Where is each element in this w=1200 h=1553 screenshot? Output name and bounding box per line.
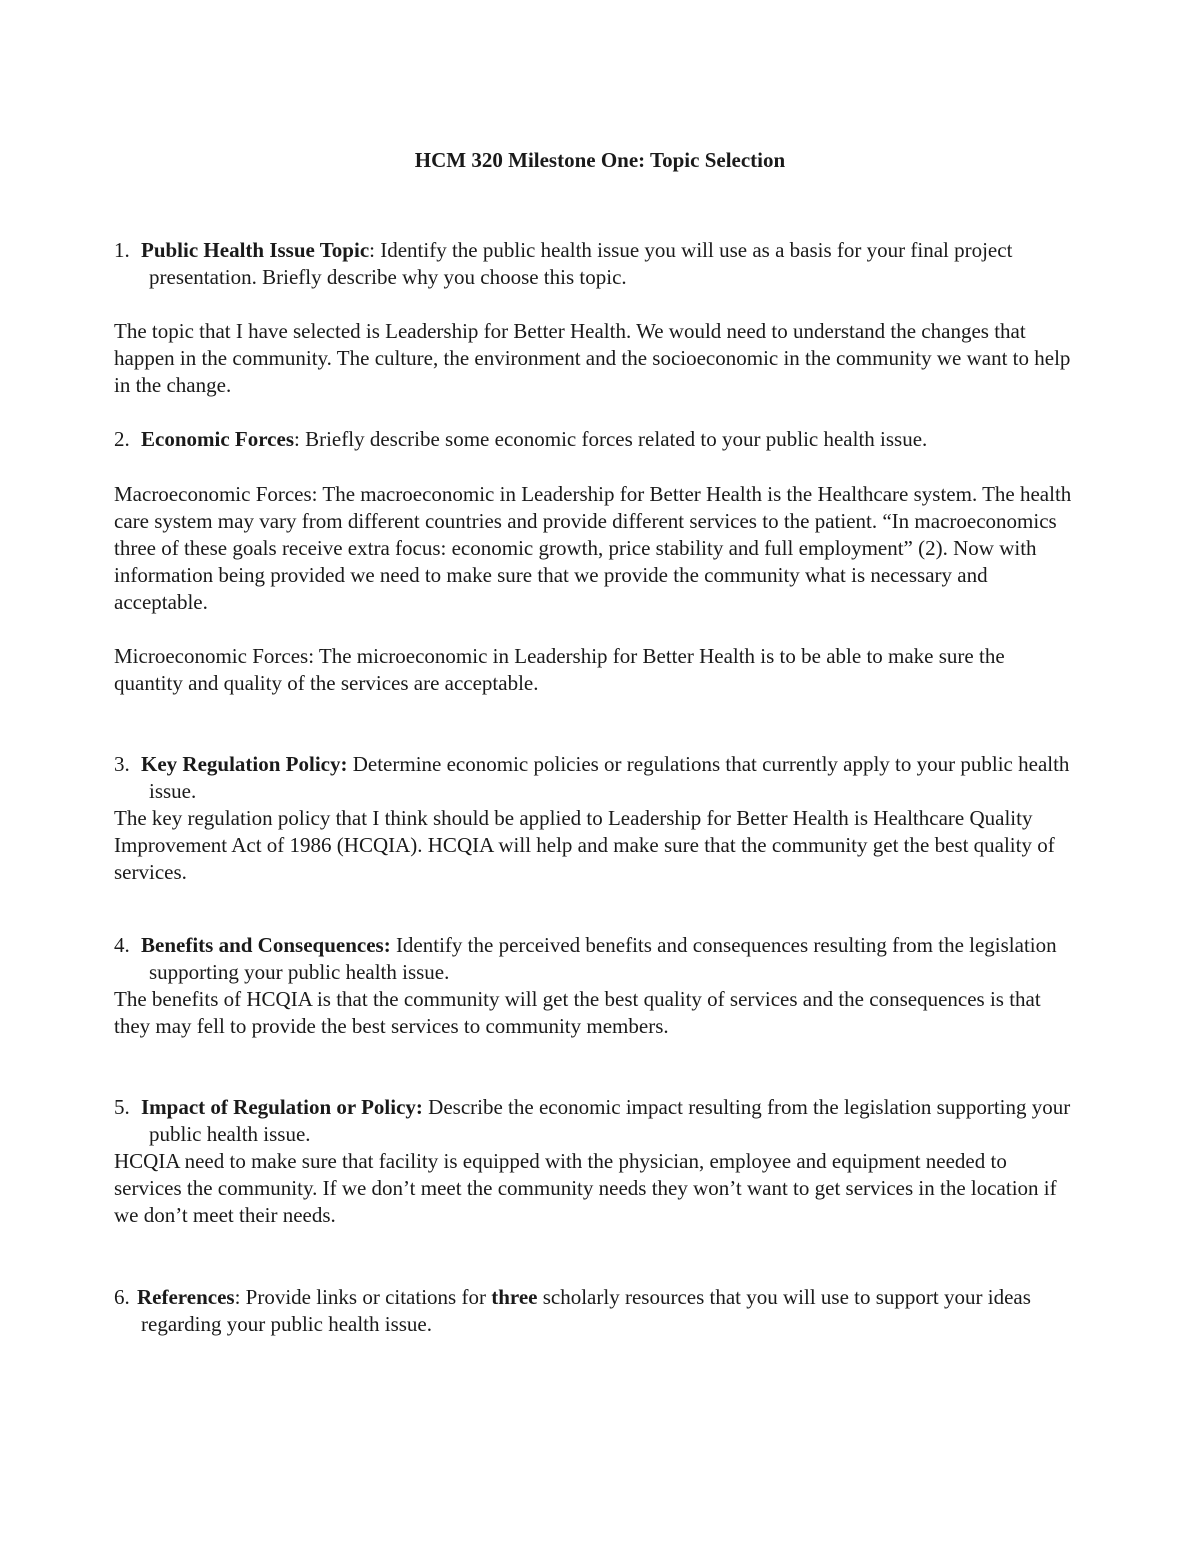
section-number: 6. — [114, 1285, 130, 1309]
section-2-answer-macro: Macroeconomic Forces: The macroeconomic in Leadership for Better Health is the Healthcare system. The health care system may vary from different countries and provide different services to the patient. “In macroeconomics three of these goals receive extra focus: economic growth, price stability and full employment” (2). Now with information being provided we need to make sure that we provide the community what is necessary and acceptable. — [114, 482, 1072, 614]
section-heading: Benefits and Consequences: — [141, 933, 391, 957]
section-prompt: Identify the perceived benefits and consequences resulting from the legislation supporting your public health issue. — [149, 933, 1057, 984]
section-3-answer: The key regulation policy that I think should be applied to Leadership for Better Health is Healthcare Quality Improvement Act of 1986 (HCQIA). HCQIA will help and make sure that the community get the best quality of services. — [114, 806, 1055, 884]
section-prompt: Identify the public health issue you will use as a basis for your final project presentation. Briefly describe why you choose this topic. — [149, 238, 1013, 289]
section-1-question — [114, 237, 1109, 291]
section-3-question — [114, 751, 1109, 805]
section-number: 5. — [114, 1095, 130, 1119]
section-prompt-emphasis: three — [491, 1285, 538, 1309]
section-number: 4. — [114, 933, 130, 957]
section-4-answer: The benefits of HCQIA is that the community will get the best quality of services and the consequences is that they may fell to provide the best services to community members. — [114, 987, 1041, 1038]
section-5-question — [114, 1094, 1109, 1148]
section-2-answer-micro: Microeconomic Forces: The microeconomic in Leadership for Better Health is to be able to make sure the quantity and quality of the services are acceptable. — [114, 644, 1005, 695]
section-prompt: Describe the economic impact resulting from the legislation supporting your public health issue. — [149, 1095, 1071, 1146]
section-heading: Economic Forces — [141, 427, 294, 451]
section-number: 3. — [114, 752, 130, 776]
section-heading-suffix: : — [234, 1285, 241, 1309]
section-heading-suffix: : — [369, 238, 375, 262]
section-number: 2. — [114, 427, 130, 451]
section-4-question — [114, 932, 1109, 986]
section-prompt: scholarly resources that you will use to support your ideas regarding your public health issue. — [141, 1285, 1031, 1336]
section-6-question — [114, 1284, 1101, 1338]
section-heading: Impact of Regulation or Policy: — [141, 1095, 423, 1119]
section-2-question — [114, 426, 1109, 453]
section-prompt: Provide links or citations for — [240, 1285, 492, 1309]
section-heading: Key Regulation Policy: — [141, 752, 348, 776]
document-title: HCM 320 Milestone One: Topic Selection — [414, 148, 786, 172]
section-heading: References — [137, 1285, 235, 1309]
section-prompt: Determine economic policies or regulations that currently apply to your public health issue. — [149, 752, 1070, 803]
section-1-answer: The topic that I have selected is Leadership for Better Health. We would need to understand the changes that happen in the community. The culture, the environment and the socioeconomic in the community we want to help in the change. — [114, 319, 1071, 397]
section-heading: Public Health Issue Topic — [141, 238, 370, 262]
section-heading-suffix: : — [294, 427, 300, 451]
section-number: 1. — [114, 238, 130, 262]
section-5-answer: HCQIA need to make sure that facility is equipped with the physician, employee and equipment needed to services the community. If we don’t meet the community needs they won’t want to get services in the location if we don’t meet their needs. — [114, 1149, 1057, 1227]
section-prompt: Briefly describe some economic forces related to your public health issue. — [299, 427, 928, 451]
